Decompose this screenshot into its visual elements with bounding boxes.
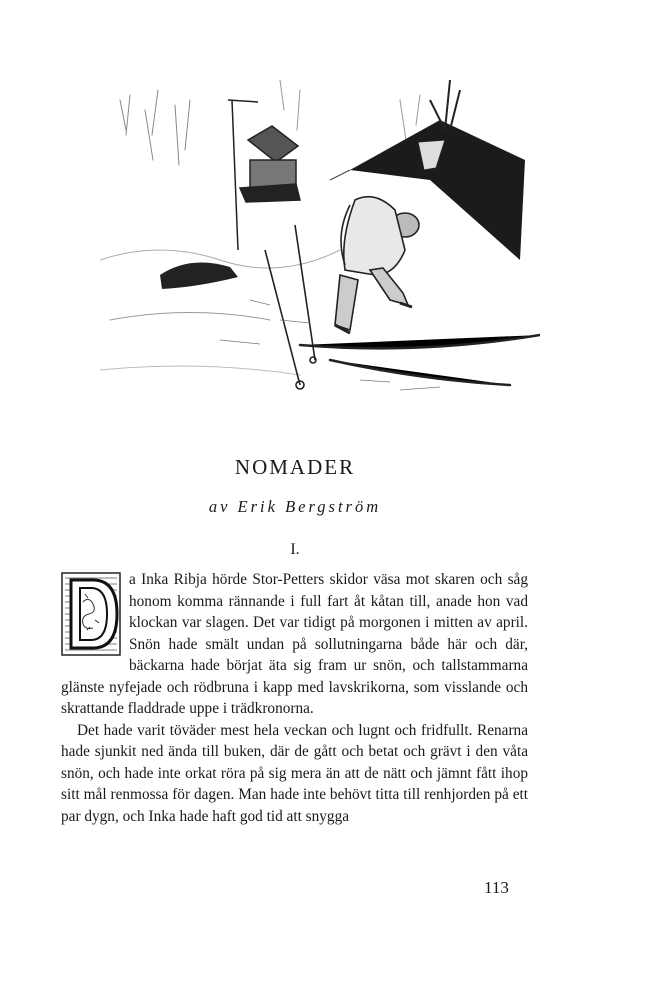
decorated-initial-d [61, 572, 121, 656]
story-body [61, 569, 528, 827]
skier-illustration [100, 60, 540, 420]
paragraph-1-text: a Inka Ribja hörde Stor-Petters skidor väsa mot skaren och såg honom komma rännande i full fart åt kåtan till, anade hon vad klockan var slagen. Det var tidigt på morgonen i mitten av april. Snön hade smält undan på sollutningarna både här och där, bäckarna hade börjat äta sig fram ur snön, och tallstammarna glänste nyfejade och rödbruna i kapp med lavskrikorna, som visslande och skrattande fladdrade uppe i trädkronorna. [61, 571, 528, 717]
drop-cap-letter: D [69, 654, 70, 655]
story-title: NOMADER [234, 455, 356, 479]
author-byline: av Erik Bergström [208, 497, 382, 516]
page-number: 113 [484, 878, 509, 897]
paragraph-2: Det hade varit töväder mest hela veckan och lugnt och fridfullt. Renarna hade sjunkit ned ända till buken, där de gått och betat och grävt i den våta snön, och hade inte orkat röra på sig mera än att de nätt och jämnt fått ihop sitt mål renmossa för dagen. Man hade inte behövt titta till renhjorden på ett par dygn, och Inka hade haft god tid att snygga [61, 721, 528, 825]
section-number: I. [290, 541, 300, 558]
paragraph-1 [61, 569, 528, 720]
